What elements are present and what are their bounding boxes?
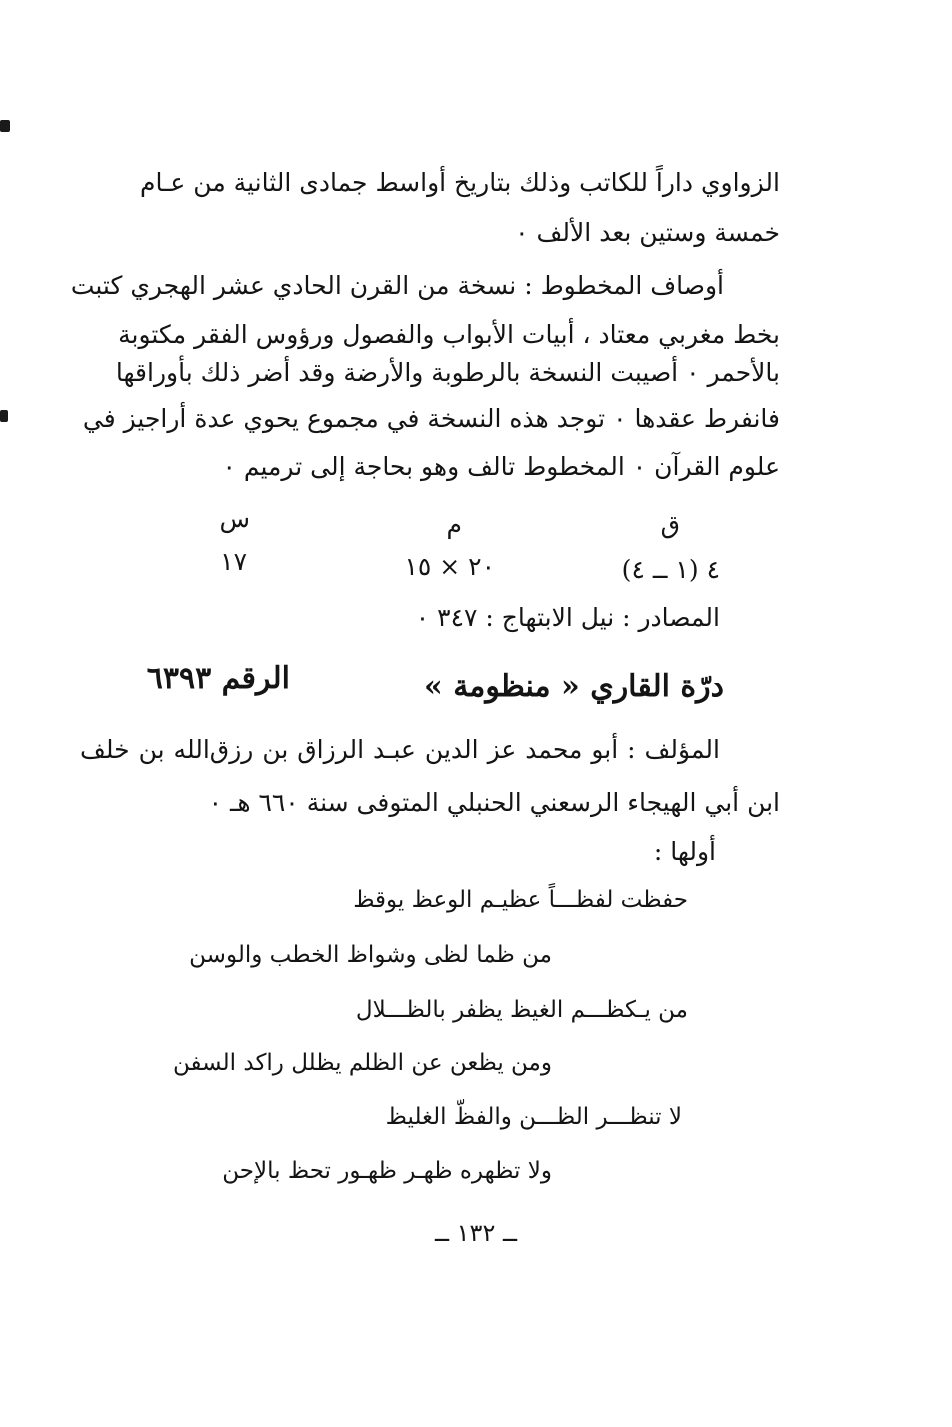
incipit-label: أولها : xyxy=(653,837,716,866)
spec-header-m: م xyxy=(446,510,462,539)
verse-2: من ظما لظى وشواظ الخطب والوسن xyxy=(189,942,552,968)
paragraph-2-line-4: فانفرط عقدها ٠ توجد هذه النسخة في مجموع يحوي عدة أراجيز في xyxy=(82,404,780,433)
entry-title: درّة القاري « منظومة » xyxy=(424,669,724,704)
author-line-1: المؤلف : أبو محمد عز الدين عبـد الرزاق بن رزق‌الله بن خلف xyxy=(80,735,720,764)
verse-1: حفظت لفظـــاً عظيـم الوعظ يوقظ xyxy=(353,887,688,913)
scan-mark-middle xyxy=(0,410,8,422)
verse-4: ومن يظعن عن الظلم يظلل راكد السفن xyxy=(173,1050,552,1076)
verse-3: من يـكظـــم الغيظ يظفر بالظـــلال xyxy=(355,997,688,1023)
paragraph-1-line-2: خمسة وستين بعد الألف ٠ xyxy=(515,218,780,247)
spec-value-q: ٤ (١ ــ ٤) xyxy=(621,555,720,584)
paragraph-2-line-3: بالأحمر ٠ أصيبت النسخة بالرطوبة والأرضة وقد أضر ذلك بأوراقها xyxy=(115,358,780,387)
author-line-2: ابن أبي الهيجاء الرسعني الحنبلي المتوفى سنة ٦٦٠ هـ ٠ xyxy=(208,788,780,817)
paragraph-2-line-1: أوصاف المخطوط : نسخة من القرن الحادي عشر الهجري كتبت xyxy=(70,271,724,300)
verse-5: لا تنظـــر الظـــن والفظّ الغليظ xyxy=(385,1104,682,1130)
spec-header-q: ق xyxy=(660,510,680,539)
paragraph-1-line-1: الزواوي داراً للكاتب وذلك بتاريخ أواسط جمادى الثانية من عـام xyxy=(140,168,780,197)
paragraph-2-line-2: بخط مغربي معتاد ، أبيات الأبواب والفصول ورؤوس الفقر مكتوبة xyxy=(118,320,780,349)
spec-value-m: ٢٠ × ١٥ xyxy=(404,552,495,581)
spec-value-s: ١٧ xyxy=(220,547,247,576)
verse-6: ولا تظهره ظهـر ظهـور تحظ بالإحن xyxy=(222,1158,552,1184)
paragraph-2-line-5: علوم القرآن ٠ المخطوط تالف وهو بحاجة إلى ترميم ٠ xyxy=(222,452,780,481)
scan-mark-top xyxy=(0,120,10,132)
entry-number: الرقم ٦٣٩٣ xyxy=(146,661,290,696)
page-number: ــ ١٣٢ ــ xyxy=(434,1219,518,1247)
spec-header-s: س xyxy=(219,504,250,533)
sources-line: المصادر : نيل الابتهاج : ٣٤٧ ٠ xyxy=(415,603,720,632)
